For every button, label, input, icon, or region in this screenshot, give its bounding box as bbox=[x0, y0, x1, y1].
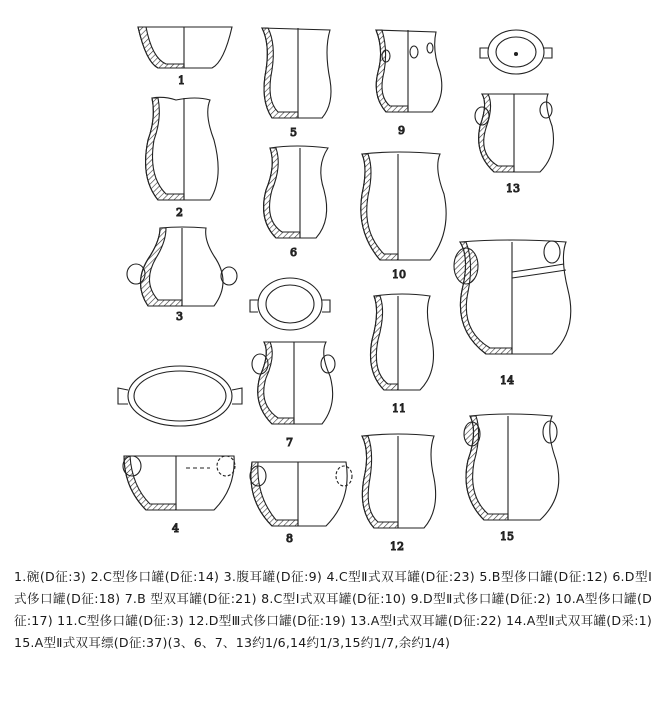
vessel-3-jar bbox=[127, 227, 237, 323]
vessel-7-number: 7 bbox=[286, 436, 293, 449]
vessel-12-number: 12 bbox=[390, 540, 404, 553]
vessel-6-number: 6 bbox=[290, 246, 297, 259]
vessel-10-jar bbox=[361, 152, 446, 281]
vessel-8-number: 8 bbox=[286, 532, 293, 545]
vessel-5-jar bbox=[262, 28, 331, 139]
vessel-4-jar bbox=[118, 366, 242, 535]
vessel-15-jar bbox=[464, 414, 559, 543]
vessel-9-number: 9 bbox=[398, 124, 405, 137]
vessel-15-number: 15 bbox=[500, 530, 514, 543]
vessel-6-jar bbox=[264, 146, 328, 259]
vessel-1-bowl bbox=[138, 27, 232, 87]
vessel-3-number: 3 bbox=[176, 310, 183, 323]
vessel-10-number: 10 bbox=[392, 268, 406, 281]
vessel-13-jar bbox=[475, 30, 554, 195]
vessel-11-jar bbox=[371, 294, 434, 415]
vessel-11-number: 11 bbox=[392, 402, 406, 415]
vessel-2-jar bbox=[146, 97, 219, 219]
vessel-9-jar bbox=[376, 30, 442, 137]
vessel-1-number: 1 bbox=[178, 74, 185, 87]
vessel-7-jar bbox=[250, 278, 335, 449]
vessel-4-number: 4 bbox=[172, 522, 179, 535]
vessel-12-jar bbox=[362, 434, 436, 553]
vessel-14-number: 14 bbox=[500, 374, 514, 387]
vessel-13-number: 13 bbox=[506, 182, 520, 195]
vessel-5-number: 5 bbox=[290, 126, 297, 139]
vessel-2-number: 2 bbox=[176, 206, 183, 219]
figure-caption: 1.碗(D征:3) 2.C型侈口罐(D征:14) 3.腹耳罐(D征:9) 4.C型Ⅱ式双耳罐(D征:23) 5.B型侈口罐(D征:12) 6.D型Ⅰ式侈口罐(D征:18) 7.B 型双耳罐(D征:21) 8.C型Ⅰ式双耳罐(D征:10) 9.D型Ⅱ式侈口罐(D征:2) 10.A型侈口罐(D征:17) 11.C型侈口罐(D征:3) 12.D型Ⅲ式侈口罐(D征:19) 13.A型Ⅰ式双耳罐(D征:22) 14.A型Ⅱ式双耳罐(D采:1) 15.A型Ⅱ式双耳缥(D征:37)(3、6、7、13约1/6,14约1/3,15约1/7,余约1/4) bbox=[14, 569, 652, 650]
vessel-14-jar bbox=[454, 240, 571, 387]
vessel-8-jar bbox=[250, 462, 352, 545]
